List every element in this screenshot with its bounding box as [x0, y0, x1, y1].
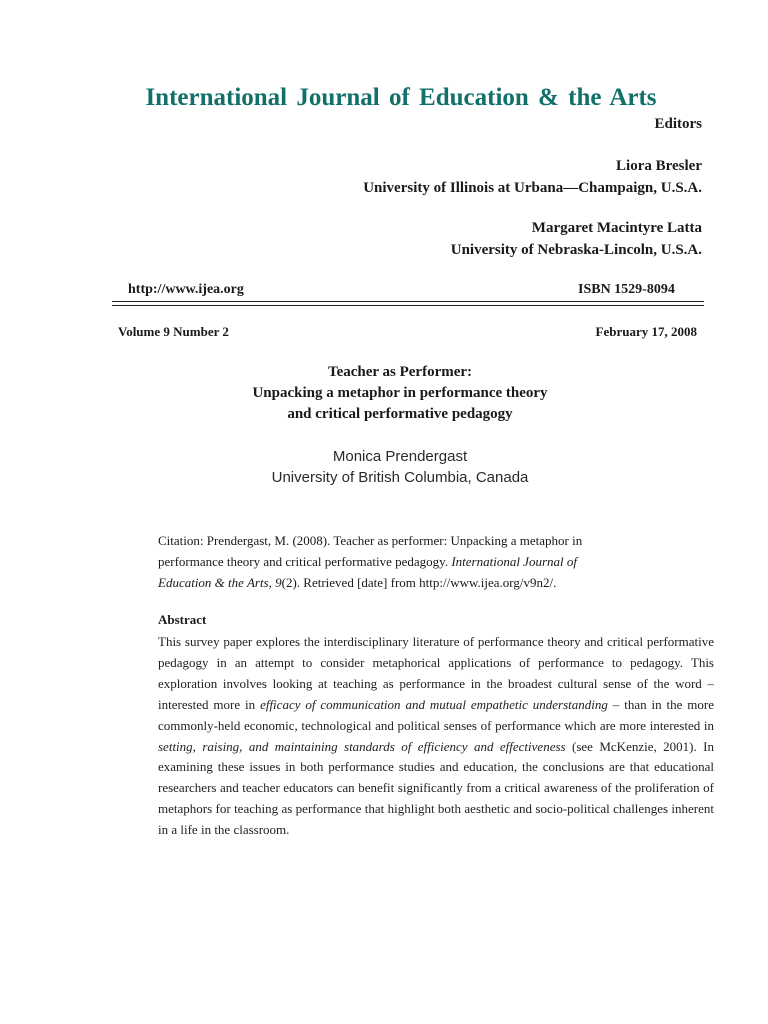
journal-title: International Journal of Education & the Arts [145, 84, 657, 111]
author-block [16, 446, 768, 488]
citation-separator: , [268, 575, 276, 590]
citation-volume: 9 [275, 575, 282, 590]
volume-number: Volume 9 Number 2 [118, 324, 229, 339]
editor-affiliation: University of Illinois at Urbana—Champaign, U.S.A. [363, 180, 702, 196]
abstract-body [158, 632, 714, 841]
abstract-heading: Abstract [158, 612, 207, 627]
citation [158, 530, 620, 593]
title-line: Teacher as Performer: [327, 364, 473, 380]
editors-label: Editors [654, 116, 702, 132]
editor-entry [451, 217, 702, 261]
editor-name: Margaret Macintyre Latta [531, 220, 702, 236]
abstract-emphasis: efficacy of communication and mutual empathetic understanding [260, 696, 608, 712]
abstract-text: This survey paper explores the interdisciplinary literature of performance theory and critical performative pedagogy in an attempt to consider metaphorical applications of performance to pedagogy. This exploration involves looking at teaching as performance in the broadest cultural sense of the word – interested more in [158, 634, 714, 712]
abstract-emphasis: setting, raising, and maintaining standards of efficiency and effectiveness [158, 738, 566, 754]
divider-rule [112, 301, 704, 302]
author-name: Monica Prendergast [332, 448, 468, 465]
editor-entry [363, 155, 702, 199]
citation-suffix: (2). Retrieved [date] from http://www.ijea.org/v9n2/. [281, 575, 557, 590]
publication-date: February 17, 2008 [595, 324, 697, 339]
citation-text: Citation: Prendergast, M. (2008). Teacher as performer: Unpacking a metaphor in performance theory and critical performative pedagogy. [158, 533, 583, 569]
article-title [16, 362, 768, 425]
abstract-text: (see McKenzie, 2001). In examining these issues in both performance studies and education, the conclusions are that educational researchers and teacher educators can benefit significantly from a critical awareness of the proliferation of metaphors for teaching as performance that highlight both aesthetic and socio-political challenges inherent in a life in the classroom. [158, 738, 714, 838]
editor-affiliation: University of Nebraska-Lincoln, U.S.A. [450, 242, 702, 258]
author-affiliation: University of British Columbia, Canada [271, 469, 529, 486]
isbn: ISBN 1529-8094 [578, 282, 675, 297]
editor-name: Liora Bresler [616, 158, 702, 174]
journal-url-link[interactable]: http://www.ijea.org [128, 282, 244, 297]
divider-rule [112, 305, 704, 306]
title-line: Unpacking a metaphor in performance theory [252, 385, 548, 401]
title-line: and critical performative pedagogy [287, 406, 513, 422]
abstract-text: – than in the more commonly-held economic, technological and political senses of performance which are more interested in [158, 696, 714, 733]
citation-journal: International Journal of Education & the Arts [158, 554, 577, 590]
